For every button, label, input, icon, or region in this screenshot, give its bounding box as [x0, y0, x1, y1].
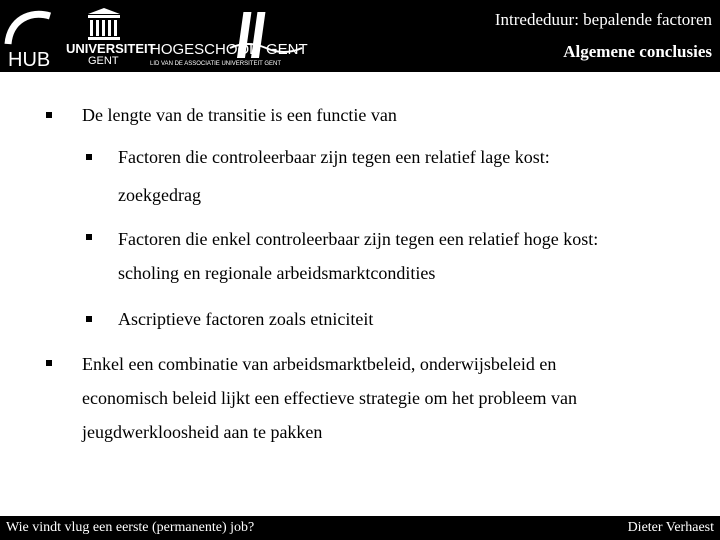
bullet-main-2-line-1: Enkel een combinatie van arbeidsmarktbeleid, onderwijsbeleid en [82, 354, 557, 374]
sub-bullet-2-line-1: Factoren die enkel controleerbaar zijn tegen een relatief hoge kost: [118, 229, 599, 249]
slide-subtitle: Algemene conclusies [563, 42, 712, 61]
slide-header [0, 0, 720, 72]
bullet-square-icon [46, 360, 52, 366]
slide-title: Intrededuur: bepalende factoren [494, 10, 712, 29]
sub-bullet-2-line-2: scholing en regionale arbeidsmarktcondities [118, 263, 436, 283]
sub-bullet-1-line-1: Factoren die controleerbaar zijn tegen een relatief lage kost: [118, 147, 550, 167]
slide-content [0, 72, 720, 516]
footer-author: Dieter Verhaest [627, 520, 714, 535]
bullet-square-icon [86, 154, 92, 160]
sub-bullet-3: Ascriptieve factoren zoals etniciteit [118, 309, 374, 329]
bullet-square-icon [86, 234, 92, 240]
sub-bullet-1-line-2: zoekgedrag [118, 185, 201, 205]
hogent-logo-subtext: LID VAN DE ASSOCIATIE UNIVERSITEIT GENT [150, 61, 282, 67]
institution-logos [4, 8, 314, 68]
footer-presentation-title: Wie vindt vlug een eerste (permanente) job? [6, 520, 255, 535]
ugent-building-icon [88, 8, 120, 40]
hub-logo-text: HUB [8, 49, 51, 68]
bullet-main-2-line-3: jeugdwerkloosheid aan te pakken [82, 422, 323, 442]
hogent-logo-text-2: GENT [266, 41, 308, 58]
ugent-logo-text-1: UNIVERSITEIT [66, 41, 156, 56]
hogent-logo-text-1: HOGESCHOOL [150, 41, 258, 58]
hub-arc-icon [8, 14, 50, 44]
ugent-logo-text-2: GENT [88, 55, 119, 67]
bullet-main-1: De lengte van de transitie is een functie van [82, 105, 397, 125]
slide-footer [0, 516, 720, 540]
bullet-main-2-line-2: economisch beleid lijkt een effectieve strategie om het probleem van [82, 388, 577, 408]
bullet-square-icon [46, 112, 52, 118]
bullet-square-icon [86, 316, 92, 322]
